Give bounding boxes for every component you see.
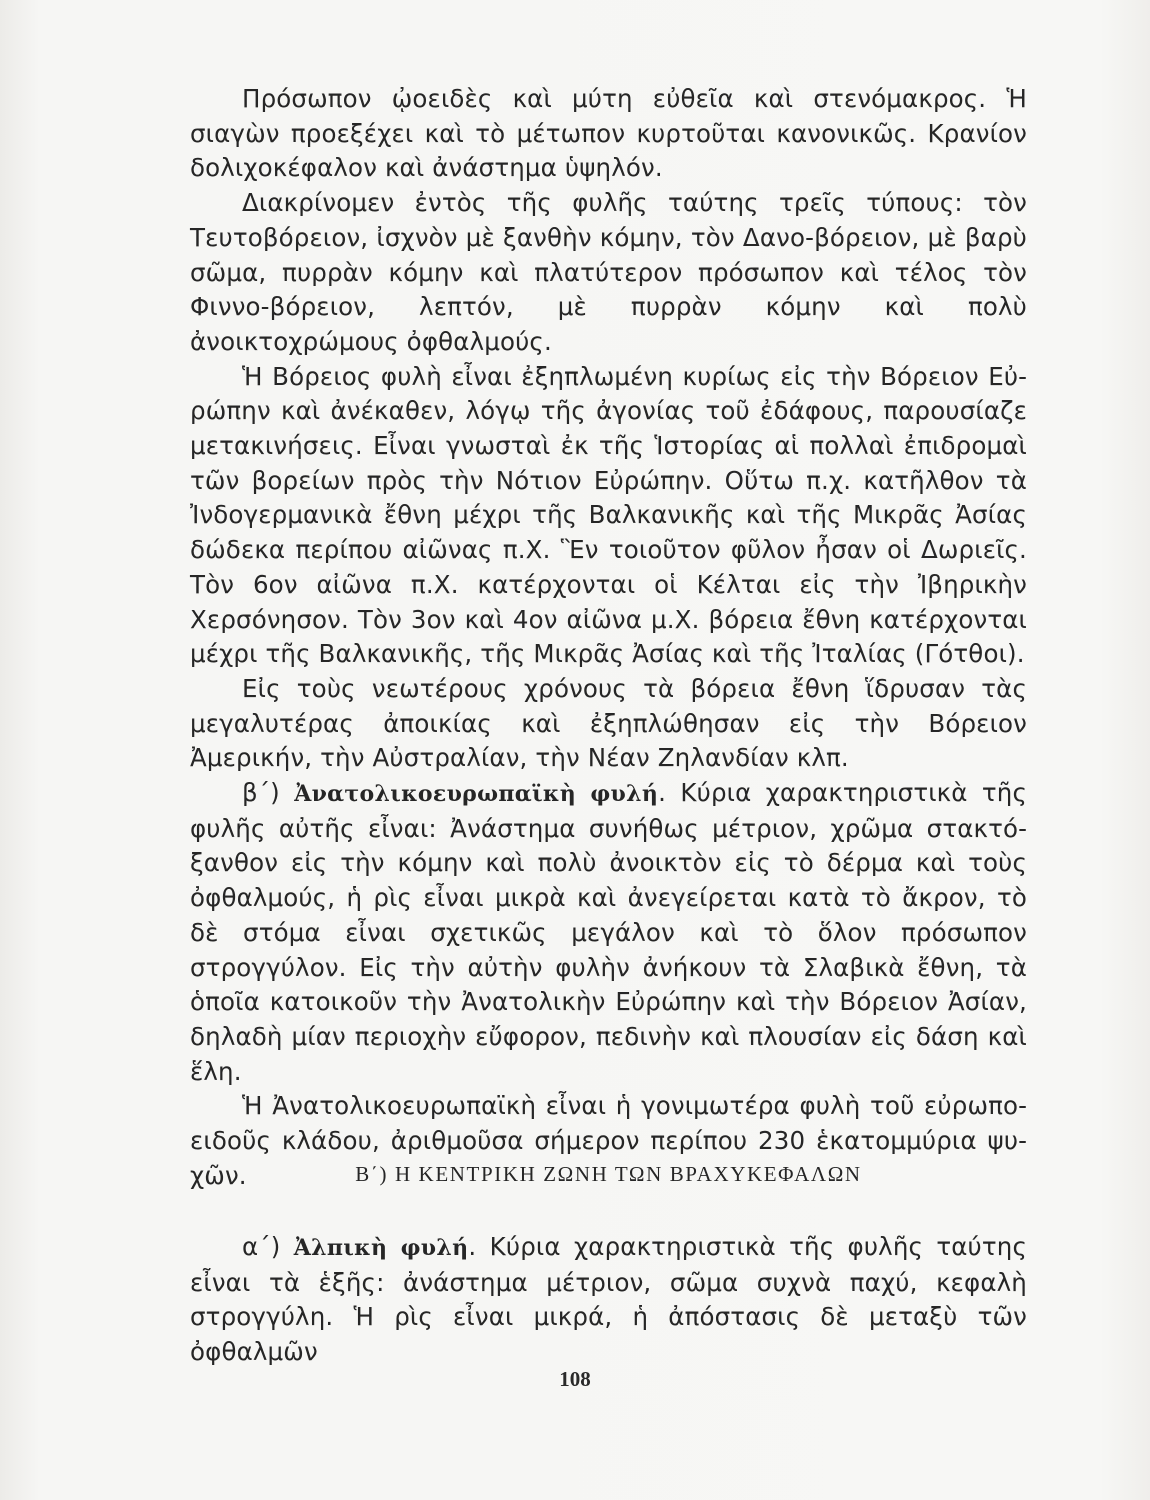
paragraph-text: . Κύρια χαρακτηριστικὰ τῆς φυλῆς αὐτῆς εἶναι: Ἀνάστημα συνήθως μέτριον, χρῶμα στακτόξανθον εἰς τὴν κόμην καὶ πολὺ ἀνοικτὸν εἰς τὸ δέρμα καὶ τοὺς ὀφθαλμούς, ἡ ρὶς εἶναι μικρὰ καὶ ἀνεγείρεται κατὰ τὸ ἄκρον, τὸ δὲ στόμα εἶναι σχετικῶς μεγάλον καὶ τὸ ὅλον πρόσωπον στρογγύλον. Εἰς τὴν αὐτὴν φυλὴν ἀνήκουν τὰ Σλαβικὰ ἔθνη, τὰ ὁποῖα κατοικοῦν τὴν Ἀνατολικὴν Εὐρώπην καὶ τὴν Βόρειον Ἀσίαν, δηλαδὴ μίαν περιοχὴν εὔφορον, πεδινὴν καὶ πλουσίαν εἰς δάση καὶ ἕλη. <box>190 778 1027 1086</box>
paragraph: Ἡ Βόρειος φυλὴ εἶναι ἐξηπλωμένη κυρίως εἰς τὴν Βόρειον Εὐρώπην καὶ ἀνέκαθεν, λόγῳ τῆς ἀγονίας τοῦ ἐδάφους, παρουσίαζε μετακινήσεις. Εἶναι γνωσταὶ ἐκ τῆς Ἱστορίας αἱ πολλαὶ ἐπιδρομαὶ τῶν βορείων πρὸς τὴν Νότιον Εὐρώπην. Οὕτω π.χ. κατῆλθον τὰ Ἰνδογερμανικὰ ἔθνη μέχρι τῆς Βαλκανικῆς καὶ τῆς Μικρᾶς Ἀσίας δώδεκα περίπου αἰῶνας π.Χ. Ἓν τοιοῦτον φῦλον ἦσαν οἱ Δωριεῖς. Τὸν 6ον αἰῶνα π.Χ. κατέρχονται οἱ Κέλται εἰς τὴν Ἰβηρικὴν Χερσόνησον. Τὸν 3ον καὶ 4ον αἰῶνα μ.Χ. βόρεια ἔθνη κατέρχονται μέχρι τῆς Βαλκανικῆς, τῆς Μικρᾶς Ἀσίας καὶ τῆς Ἰταλίας (Γότθοι). <box>190 361 1027 669</box>
paragraph-text: . Κύρια χαρακτηριστικὰ τῆς φυλῆς ταύτης εἶναι τὰ ἑξῆς: ἀνάστημα μέτριον, σῶμα συχνὰ παχύ, κεφαλὴ στρογγύλη. Ἡ ρὶς εἶναι μικρά, ἡ ἀπόστασις δὲ μεταξὺ τῶν ὀφθαλμῶν <box>190 1232 1027 1367</box>
page-number: 108 <box>559 1367 591 1391</box>
bold-term: Ἀλπικὴ φυλή <box>293 1235 469 1261</box>
section-body-text <box>190 1230 1027 1370</box>
paragraph: Εἰς τοὺς νεωτέρους χρόνους τὰ βόρεια ἔθνη ἵδρυσαν τὰς μεγαλυτέρας ἀποικίας καὶ ἐξηπλώθησαν εἰς τὴν Βόρειον Ἀμερικήν, τὴν Αὐστραλίαν, τὴν Νέαν Ζηλανδίαν κλπ. <box>190 673 1027 773</box>
paragraph-alpine-race <box>190 1230 1027 1370</box>
paragraph: Ἡ Ἀνατολικοευρωπαϊκὴ εἶναι ἡ γονιμωτέρα φυλὴ τοῦ εὐρωποειδοῦς κλάδου, ἀριθμοῦσα σήμερον περίπου 230 ἑκατομμύρια ψυχῶν. <box>190 1091 1027 1190</box>
paragraph-label: α΄) <box>242 1232 294 1261</box>
bold-term: Ἀνατολικοευρωπαϊκὴ φυλή <box>294 781 659 808</box>
paragraph-eastern-european-race <box>190 776 1027 1089</box>
paragraph-label: β΄) <box>242 778 295 808</box>
paragraph-continuation: Πρόσωπον ᾠοειδὲς καὶ μύτη εὐθεῖα καὶ στενόμακρος. Ἡ σιαγὼν προεξέχει καὶ τὸ μέτωπον κυρτοῦται κανονικῶς. Κρανίον δολιχοκέφαλον καὶ ἀνάστημα ὑψηλόν. <box>190 84 1027 183</box>
body-text <box>190 82 1027 1194</box>
section-heading: Β΄) Η ΚΕΝΤΡΙΚΗ ΖΩΝΗ ΤΩΝ ΒΡΑΧΥΚΕΦΑΛΩΝ <box>355 1162 862 1186</box>
paragraph: Διακρίνομεν ἐντὸς τῆς φυλῆς ταύτης τρεῖς τύπους: τὸν Τευτοβόρειον, ἰσχνὸν μὲ ξανθὴν κόμην, τὸν Δανο-βόρειον, μὲ βαρὺ σῶμα, πυρρὰν κόμην καὶ πλατύτερον πρόσωπον καὶ τέλος τὸν Φιννο-βόρειον, λεπτόν, μὲ πυρρὰν κόμην καὶ πολὺ ἀνοικτοχρώμους ὀφθαλμούς. <box>190 188 1027 356</box>
